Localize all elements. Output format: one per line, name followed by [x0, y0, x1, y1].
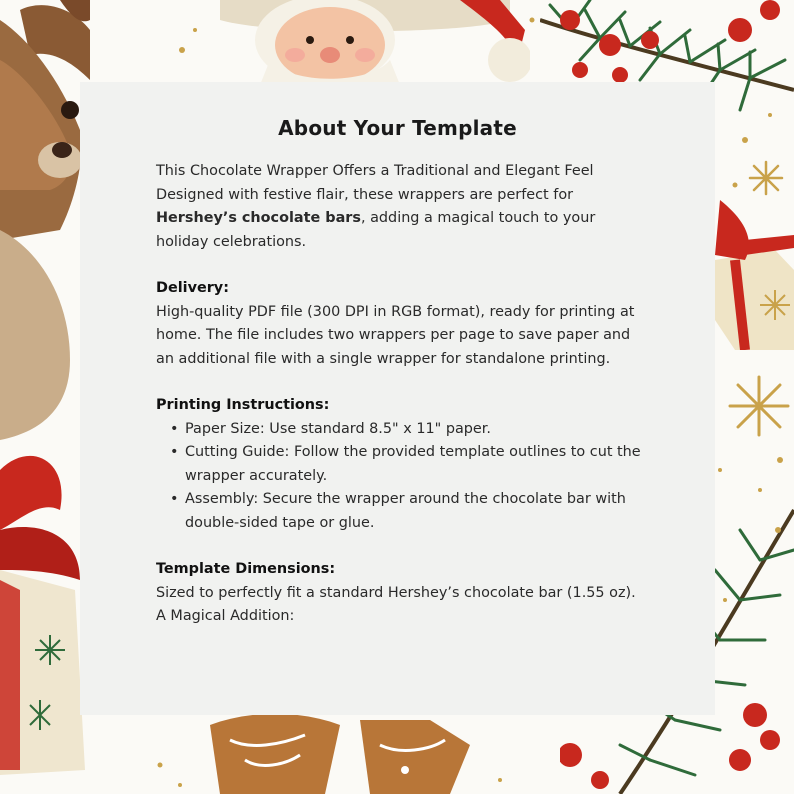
dimensions-section: [156, 558, 646, 629]
template-info-card: [80, 82, 715, 715]
product-name: Hershey’s chocolate bars: [156, 210, 361, 226]
intro-paragraph: [156, 160, 646, 254]
addition-text: A Magical Addition:: [156, 608, 295, 624]
intro-line-2: Designed with festive flair, these wrappers are perfect for: [156, 186, 574, 203]
dimensions-heading: Template Dimensions:: [156, 561, 336, 577]
dimensions-text: Sized to perfectly fit a standard Hershey’s chocolate bar (1.55 oz).: [156, 584, 636, 601]
printing-instructions-list: [156, 418, 646, 536]
printing-heading: Printing Instructions:: [156, 397, 330, 413]
list-item: • Assembly: Secure the wrapper around the chocolate bar with double-sided tape or glue.: [185, 488, 646, 535]
list-item: • Paper Size: Use standard 8.5" x 11" paper.: [185, 418, 646, 442]
card-title: About Your Template: [278, 116, 517, 140]
delivery-text: High-quality PDF file (300 DPI in RGB format), ready for printing at home. The file includes two wrappers per page to save paper and an additional file with a single wrapper for standalone printing.: [156, 303, 635, 367]
intro-line-2-end: , adding a magical touch to your holiday celebrations.: [156, 210, 596, 250]
list-item: • Cutting Guide: Follow the provided template outlines to cut the wrapper accurately.: [185, 441, 646, 488]
intro-line-1: This Chocolate Wrapper Offers a Traditional and Elegant Feel: [156, 163, 594, 179]
delivery-section: [156, 277, 646, 371]
delivery-heading: Delivery:: [156, 280, 229, 296]
card-body: [156, 160, 646, 629]
